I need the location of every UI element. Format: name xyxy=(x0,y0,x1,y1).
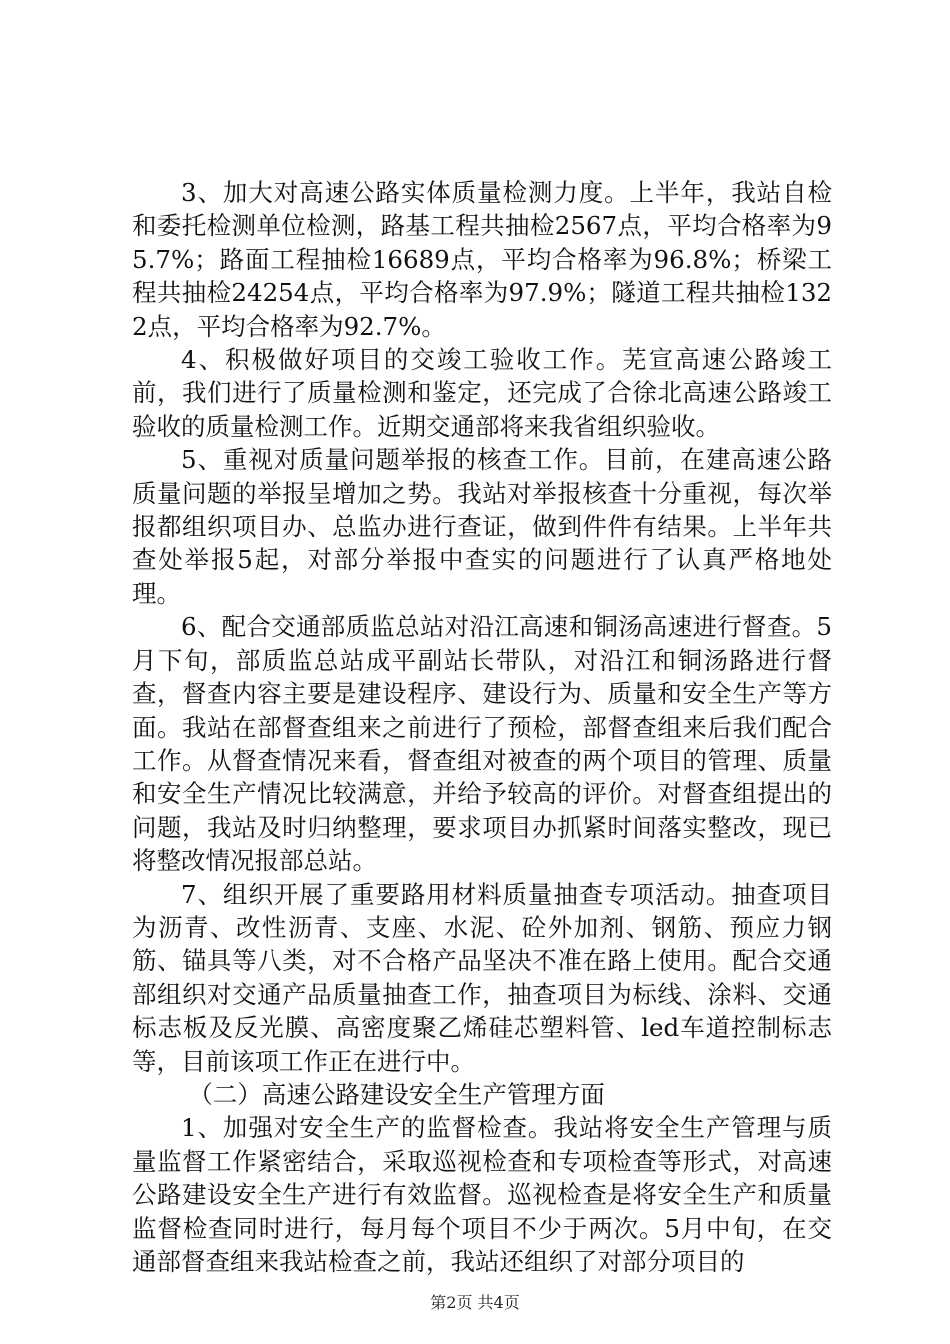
section-heading: （二）高速公路建设安全生产管理方面 xyxy=(188,1079,605,1109)
paragraph-report-verification: 5、重视对质量问题举报的核查工作。目前，在建高速公路质量问题的举报呈增加之势。我站对举报核查十分重视，每次举报都组织项目办、总监办进行查证，做到件件有结果。上半年共查处举报5起，对部分举报中查实的问题进行了认真严格地处理。 xyxy=(132,445,832,608)
paragraph-material-spot-check: 7、组织开展了重要路用材料质量抽查专项活动。抽查项目为沥青、改性沥青、支座、水泥、砼外加剂、钢筋、预应力钢筋、锚具等八类，对不合格产品坚决不准在路上使用。配合交通部组织对交通产品质量抽查工作，抽查项目为标线、涂料、交通标志板及反光膜、高密度聚乙烯硅芯塑料管、led车道控制标志等，目前该项工作正在进行中。 xyxy=(132,879,832,1076)
paragraph-inspection-strength: 3、加大对高速公路实体质量检测力度。上半年，我站自检和委托检测单位检测，路基工程共抽检2567点，平均合格率为95.7%；路面工程抽检16689点，平均合格率为96.8%；桥梁工程共抽检24254点，平均合格率为97.9%；隧道工程共抽检1322点，平均合格率为92.7%。 xyxy=(132,178,832,341)
page-footer: 第2页 共4页 xyxy=(430,1293,520,1312)
document-body xyxy=(132,176,832,1278)
paragraph-acceptance-work: 4、积极做好项目的交竣工验收工作。芜宣高速公路竣工前，我们进行了质量检测和鉴定，还完成了合徐北高速公路竣工验收的质量检测工作。近期交通部将来我省组织验收。 xyxy=(132,345,832,441)
paragraph-safety-inspection: 1、加强对安全生产的监督检查。我站将安全生产管理与质量监督工作紧密结合，采取巡视检查和专项检查等形式，对高速公路建设安全生产进行有效监督。巡视检查是将安全生产和质量监督检查同时进行，每月每个项目不少于两次。5月中旬，在交通部督查组来我站检查之前，我站还组织了对部分项目的 xyxy=(132,1113,832,1276)
paragraph-supervision-cooperation: 6、配合交通部质监总站对沿江高速和铜汤高速进行督查。5月下旬，部质监总站成平副站长带队，对沿江和铜汤路进行督查，督查内容主要是建设程序、建设行为、质量和安全生产等方面。我站在部督查组来之前进行了预检，部督查组来后我们配合工作。从督查情况来看，督查组对被查的两个项目的管理、质量和安全生产情况比较满意，并给予较高的评价。对督查组提出的问题，我站及时归纳整理，要求项目办抓紧时间落实整改，现已将整改情况报部总站。 xyxy=(132,612,832,876)
